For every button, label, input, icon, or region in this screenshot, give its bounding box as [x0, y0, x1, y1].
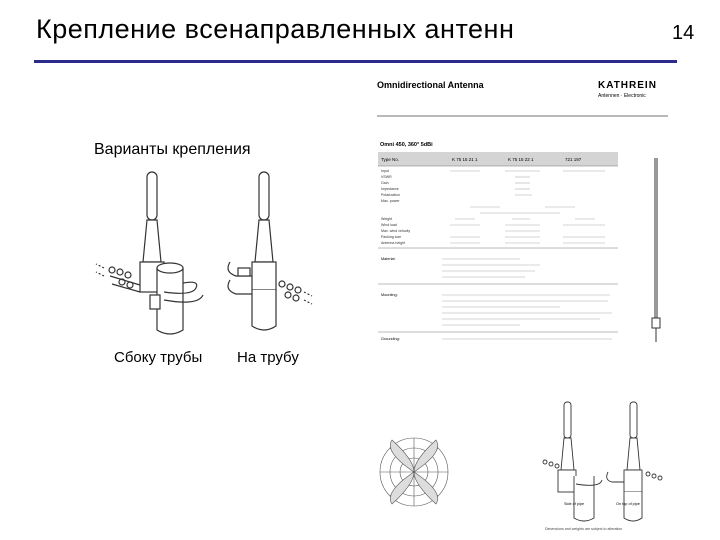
spec-row-label: Packing size	[381, 235, 402, 239]
datasheet-header: Omnidirectional Antenna	[377, 80, 484, 90]
spec-row-label: Antenna height	[381, 241, 406, 245]
section-mounting-label: Mounting:	[381, 293, 398, 297]
spec-row-label: VSWR	[381, 175, 392, 179]
mounting-options-heading: Варианты крепления	[94, 141, 251, 158]
datasheet-brand-sub: Antennen · Electronic	[598, 93, 646, 99]
page-number: 14	[672, 22, 695, 44]
spec-row-label: Input	[381, 169, 389, 173]
spec-row-label: Impedance	[381, 187, 399, 191]
radiation-pattern-diagram	[380, 438, 448, 506]
table-header-model-1: K 75 15 21 1	[452, 157, 478, 162]
section-grounding-label: Grounding:	[381, 337, 400, 341]
spec-row-label: Max. power	[381, 199, 400, 203]
spec-row-label: Wind load	[381, 223, 397, 227]
table-header-model-2: K 75 15 22 1	[508, 157, 534, 162]
caption-side-of-pipe: Сбоку трубы	[114, 349, 203, 366]
datasheet-antenna-profile	[652, 158, 660, 342]
spec-row-label: Weight	[381, 217, 393, 221]
datasheet-caption-top: On top of pipe	[616, 502, 640, 506]
caption-on-pipe: На трубу	[237, 349, 299, 366]
datasheet-mounting-drawings	[543, 402, 662, 521]
datasheet-footnote: Dimensions and weights are subject to alteration	[545, 527, 623, 531]
datasheet-spec-table	[378, 152, 618, 341]
section-material-label: Material:	[381, 257, 396, 261]
table-header-type: Type No.	[381, 157, 400, 162]
table-header-model-3: 721 197	[565, 157, 582, 162]
spec-row-label: Polarization	[381, 193, 400, 197]
slide-title: Крепление всенаправленных антенн	[36, 14, 515, 44]
datasheet-brand: KATHREIN	[598, 80, 657, 91]
spec-row-label: Max. wind velocity	[381, 229, 411, 233]
datasheet-caption-side: Side of pipe	[564, 502, 585, 506]
spec-row-label: Gain	[381, 181, 389, 185]
datasheet-product-line: Omni 450, 360° 5dBi	[380, 142, 433, 148]
